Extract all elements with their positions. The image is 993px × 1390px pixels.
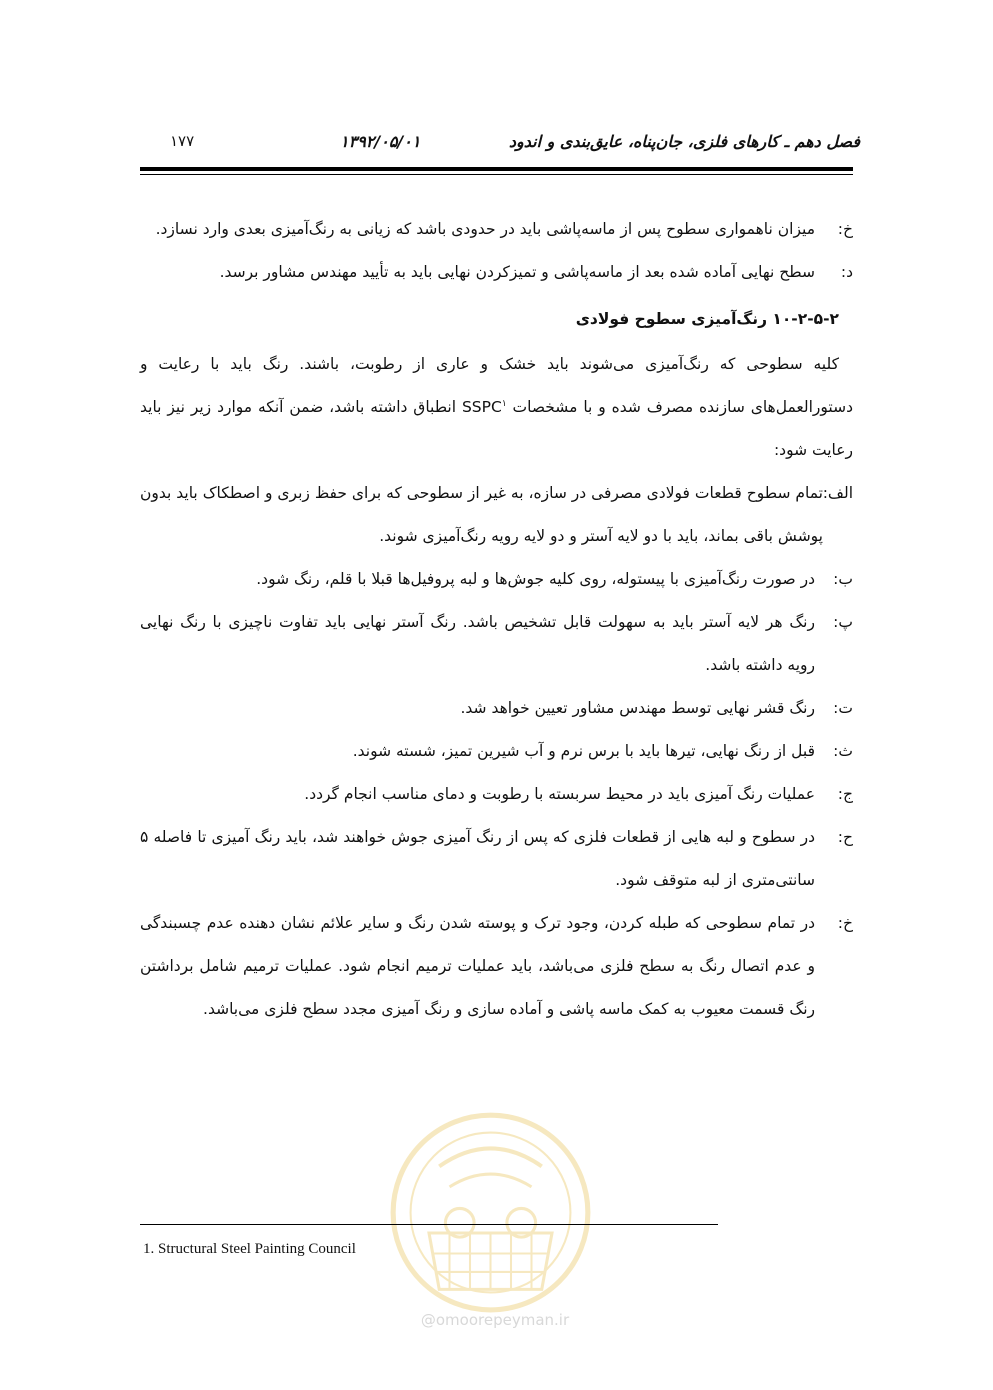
section-heading: ۱۰-۲-۵-۲ رنگ‌آمیزی سطوح فولادی bbox=[575, 310, 839, 328]
watermark-logo bbox=[388, 1110, 593, 1315]
list-item bbox=[140, 687, 853, 730]
page-header bbox=[140, 128, 860, 160]
footnote: 1. Structural Steel Painting Council bbox=[143, 1241, 356, 1257]
item-text: رنگ هر لایه آستر باید به سهولت قابل تشخیص باشد. رنگ آستر نهایی باید تفاوت ناچیزی با رنگ نهایی رویه داشته باشد. bbox=[140, 613, 815, 674]
item-text: میزان ناهمواری سطوح پس از ماسه‌پاشی باید در حدودی باشد که زیانی به رنگ‌آمیزی بعدی وارد نسازد. bbox=[155, 220, 815, 238]
item-label: خ: bbox=[837, 914, 853, 932]
header-rule-thin bbox=[140, 174, 853, 175]
footnote-ref: ۱ bbox=[501, 398, 507, 409]
item-text: تمام سطوح قطعات فولادی مصرفی در سازه، به غیر از سطوحی که برای حفظ زبری و اصطکاک باید بدون پوشش باقی بماند، باید با دو لایه آستر و دو لایه رویه رنگ‌آمیزی شوند. bbox=[140, 484, 823, 545]
list-item bbox=[140, 730, 853, 773]
item-label: پ: bbox=[833, 613, 853, 631]
item-label: الف: bbox=[822, 484, 853, 502]
paragraph-text-after: انطباق داشته باشد، ضمن آنکه موارد زیر نیز باید رعایت شود: bbox=[140, 398, 853, 459]
list-item bbox=[140, 902, 853, 1031]
section-paragraph bbox=[140, 343, 853, 472]
item-text: عملیات رنگ آمیزی باید در محیط سربسته با رطوبت و دمای مناسب انجام گردد. bbox=[304, 785, 815, 803]
item-text: قبل از رنگ نهایی، تیرها باید با برس نرم و آب شیرین تمیز، شسته شوند. bbox=[352, 742, 815, 760]
item-text: رنگ قشر نهایی توسط مهندس مشاور تعیین خواهد شد. bbox=[460, 699, 815, 717]
page-number: ۱۷۷ bbox=[170, 132, 195, 150]
list-item bbox=[140, 773, 853, 816]
item-text: در صورت رنگ‌آمیزی با پیستوله، روی کلیه جوش‌ها و لبه پروفیل‌ها قبلا با قلم، رنگ شود. bbox=[256, 570, 815, 588]
item-label: خ: bbox=[837, 220, 853, 238]
list-item bbox=[140, 601, 853, 687]
list-item bbox=[140, 816, 853, 902]
item-label: د: bbox=[840, 263, 853, 281]
item-text: در سطوح و لبه هایی از قطعات فلزی که پس از رنگ آمیزی جوش خواهند شد، باید رنگ آمیزی تا فاصله ۵ سانتی‌متری از لبه متوقف شود. bbox=[140, 828, 815, 889]
list-item bbox=[140, 208, 853, 251]
list-item bbox=[140, 472, 853, 558]
header-date: ۱۳۹۲/۰۵/۰۱ bbox=[340, 132, 421, 151]
item-label: ح: bbox=[837, 828, 853, 846]
list-item bbox=[140, 558, 853, 601]
item-label: ب: bbox=[833, 570, 853, 588]
list-item bbox=[140, 251, 853, 294]
item-label: ج: bbox=[837, 785, 853, 803]
header-rule-thick bbox=[140, 167, 853, 171]
page-body bbox=[140, 208, 853, 1031]
footnote-divider bbox=[140, 1224, 718, 1225]
item-label: ت: bbox=[833, 699, 853, 717]
item-text: سطح نهایی آماده شده بعد از ماسه‌پاشی و تمیزکردن نهایی باید به تأیید مهندس مشاور برسد. bbox=[219, 263, 815, 281]
paragraph-text-before: کلیه سطوحی که رنگ‌آمیزی می‌شوند باید خشک و عاری از رطوبت، باشند. رنگ باید با رعایت و دستورالعمل‌های سازنده مصرف شده و با مشخصات SSPC bbox=[140, 355, 853, 416]
watermark-text: @omoorepeyman.ir bbox=[420, 1311, 570, 1329]
chapter-title: فصل دهم ـ کارهای فلزی، جان‌پناه، عایق‌بندی و اندود bbox=[508, 132, 860, 151]
item-text: در تمام سطوحی که طبله کردن، وجود ترک و پوسته شدن رنگ و سایر علائم نشان دهنده عدم چسبندگی و عدم اتصال رنگ به سطح فلزی می‌باشد، باید عملیات ترمیم انجام شود. عملیات ترمیم شامل برداشتن رنگ قسمت معیوب به کمک ماسه پاشی و آماده سازی و رنگ آمیزی مجدد سطح فلزی می‌باشد. bbox=[140, 914, 815, 1018]
item-label: ث: bbox=[833, 742, 853, 760]
